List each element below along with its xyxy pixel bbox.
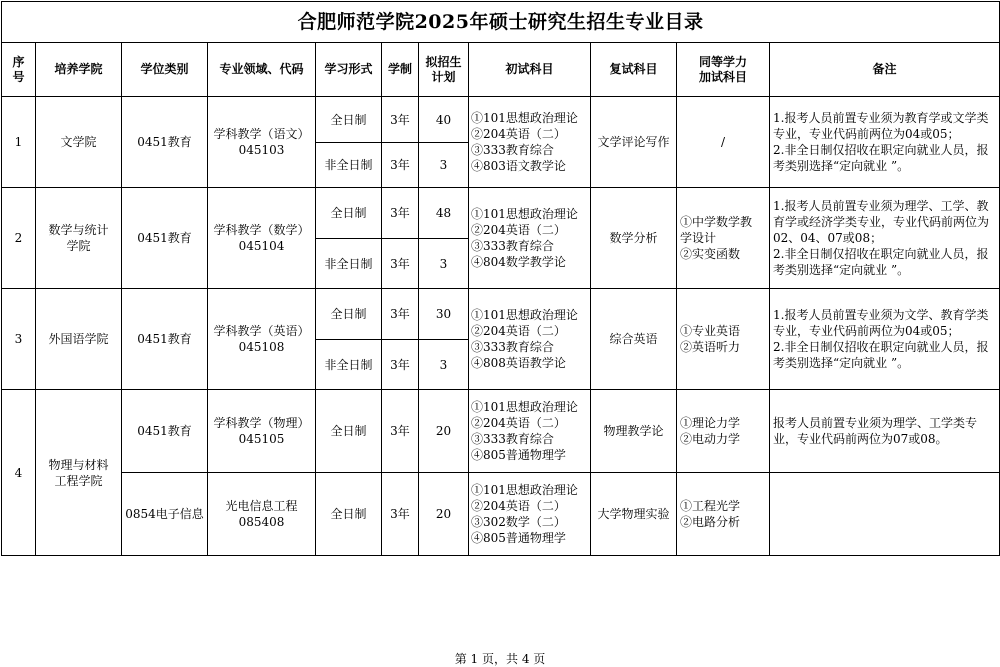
cell-mode: 全日制 [316, 390, 382, 473]
cell-years: 3年 [382, 289, 419, 340]
cell-years: 3年 [382, 239, 419, 289]
cell-notes: 报考人员前置专业须为理学、工学类专业，专业代码前两位为07或08。 [770, 390, 1000, 473]
header-mode: 学习形式 [316, 43, 382, 97]
table-row [2, 188, 1000, 239]
cell-field: 光电信息工程 085408 [208, 473, 316, 556]
cell-retest: 综合英语 [591, 289, 677, 390]
catalog-table [1, 1, 1000, 556]
header-retest: 复试科目 [591, 43, 677, 97]
table-row [2, 473, 1000, 556]
cell-initial-exams: ①101思想政治理论 ②204英语（二） ③333教育综合 ④804数学教学论 [469, 188, 591, 289]
catalog-sheet [1, 1, 999, 556]
cell-retest: 大学物理实验 [591, 473, 677, 556]
cell-plan: 3 [419, 143, 469, 188]
cell-degree: 0451教育 [122, 188, 208, 289]
cell-years: 3年 [382, 97, 419, 143]
page-footer: 第 1 页，共 4 页 [454, 652, 546, 666]
cell-seq: 3 [2, 289, 36, 390]
cell-field: 学科教学（语文） 045103 [208, 97, 316, 188]
cell-notes: 1.报考人员前置专业须为教育学或文学类专业，专业代码前两位为04或05； 2.非全日制仅招收在职定向就业人员，报考类别选择“定向就业 ”。 [770, 97, 1000, 188]
header-plan: 拟招生 计划 [419, 43, 469, 97]
cell-mode: 全日制 [316, 188, 382, 239]
cell-retest: 物理教学论 [591, 390, 677, 473]
cell-initial-exams: ①101思想政治理论 ②204英语（二） ③333教育综合 ④805普通物理学 [469, 390, 591, 473]
cell-field: 学科教学（数学） 045104 [208, 188, 316, 289]
table-row [2, 390, 1000, 473]
cell-plan: 20 [419, 390, 469, 473]
cell-college: 数学与统计 学院 [36, 188, 122, 289]
header-field: 专业领域、代码 [208, 43, 316, 97]
cell-degree: 0451教育 [122, 289, 208, 390]
cell-retest: 文学评论写作 [591, 97, 677, 188]
cell-seq: 4 [2, 390, 36, 556]
cell-seq: 1 [2, 97, 36, 188]
cell-notes: 1.报考人员前置专业须为文学、教育学类专业，专业代码前两位为04或05； 2.非全日制仅招收在职定向就业人员，报考类别选择“定向就业 ”。 [770, 289, 1000, 390]
cell-notes [770, 473, 1000, 556]
cell-extra: ①专业英语 ②英语听力 [677, 289, 770, 390]
cell-plan: 48 [419, 188, 469, 239]
cell-extra: ①中学数学教 学设计 ②实变函数 [677, 188, 770, 289]
header-initial-exam: 初试科目 [469, 43, 591, 97]
cell-plan: 3 [419, 239, 469, 289]
cell-plan: 40 [419, 97, 469, 143]
cell-plan: 30 [419, 289, 469, 340]
cell-retest: 数学分析 [591, 188, 677, 289]
header-degree: 学位类别 [122, 43, 208, 97]
page-title: 合肥师范学院2025年硕士研究生招生专业目录 [2, 2, 1000, 43]
cell-field: 学科教学（英语） 045108 [208, 289, 316, 390]
cell-years: 3年 [382, 340, 419, 390]
cell-seq: 2 [2, 188, 36, 289]
header-years: 学制 [382, 43, 419, 97]
cell-years: 3年 [382, 473, 419, 556]
cell-extra: ①理论力学 ②电动力学 [677, 390, 770, 473]
table-row [2, 97, 1000, 143]
cell-mode: 非全日制 [316, 340, 382, 390]
cell-mode: 非全日制 [316, 239, 382, 289]
cell-plan: 20 [419, 473, 469, 556]
cell-extra: ①工程光学 ②电路分析 [677, 473, 770, 556]
cell-degree: 0854电子信息 [122, 473, 208, 556]
header-notes: 备注 [770, 43, 1000, 97]
cell-years: 3年 [382, 143, 419, 188]
cell-degree: 0451教育 [122, 390, 208, 473]
cell-mode: 全日制 [316, 473, 382, 556]
header-seq: 序 号 [2, 43, 36, 97]
cell-mode: 全日制 [316, 289, 382, 340]
table-row [2, 289, 1000, 340]
cell-degree: 0451教育 [122, 97, 208, 188]
cell-mode: 全日制 [316, 97, 382, 143]
cell-initial-exams: ①101思想政治理论 ②204英语（二） ③333教育综合 ④803语文教学论 [469, 97, 591, 188]
cell-notes: 1.报考人员前置专业须为理学、工学、教育学或经济学类专业，专业代码前两位为02、04、07或08； 2.非全日制仅招收在职定向就业人员，报考类别选择“定向就业 ”。 [770, 188, 1000, 289]
cell-college: 物理与材料 工程学院 [36, 390, 122, 556]
header-row [2, 43, 1000, 97]
cell-extra: / [677, 97, 770, 188]
cell-field: 学科教学（物理） 045105 [208, 390, 316, 473]
cell-years: 3年 [382, 188, 419, 239]
cell-years: 3年 [382, 390, 419, 473]
cell-initial-exams: ①101思想政治理论 ②204英语（二） ③333教育综合 ④808英语教学论 [469, 289, 591, 390]
cell-plan: 3 [419, 340, 469, 390]
cell-initial-exams: ①101思想政治理论 ②204英语（二） ③302数学（二） ④805普通物理学 [469, 473, 591, 556]
cell-college: 外国语学院 [36, 289, 122, 390]
header-extra-exam: 同等学力 加试科目 [677, 43, 770, 97]
header-college: 培养学院 [36, 43, 122, 97]
cell-college: 文学院 [36, 97, 122, 188]
cell-mode: 非全日制 [316, 143, 382, 188]
